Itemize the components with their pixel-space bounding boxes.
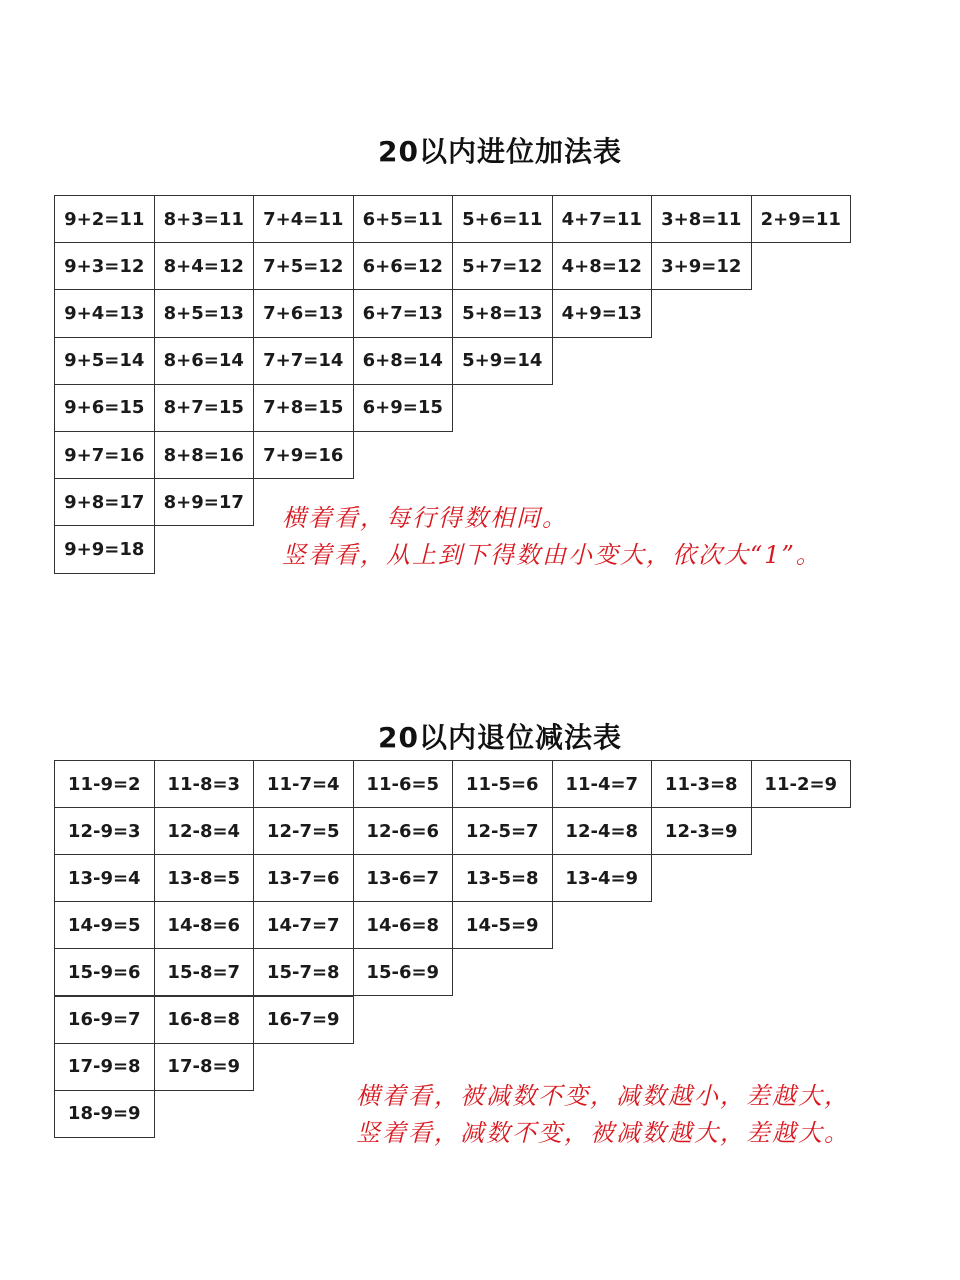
subtraction-equation-cell: 15-8=7 (154, 948, 255, 996)
addition-equation-cell: 6+6=12 (353, 242, 454, 290)
subtraction-equation-cell: 14-6=8 (353, 901, 454, 949)
subtraction-equation-cell: 12-4=8 (552, 807, 653, 855)
addition-equation-cell: 6+5=11 (353, 195, 454, 243)
addition-equation-cell: 7+5=12 (253, 242, 354, 290)
subtraction-note-line-1: 横着看，被减数不变，减数越小，差越大， (356, 1082, 850, 1110)
addition-equation-cell: 9+7=16 (54, 431, 155, 479)
addition-equation-cell: 3+9=12 (651, 242, 752, 290)
subtraction-equation-cell: 11-7=4 (253, 760, 354, 808)
subtraction-equation-cell: 14-9=5 (54, 901, 155, 949)
addition-equation-cell: 2+9=11 (751, 195, 852, 243)
subtraction-note (356, 1078, 850, 1152)
subtraction-equation-cell: 17-8=9 (154, 1043, 255, 1091)
addition-equation-cell: 7+4=11 (253, 195, 354, 243)
addition-equation-cell: 6+8=14 (353, 337, 454, 385)
subtraction-equation-cell: 13-8=5 (154, 854, 255, 902)
addition-equation-cell: 8+8=16 (154, 431, 255, 479)
subtraction-equation-cell: 12-7=5 (253, 807, 354, 855)
subtraction-note-line-2: 竖着看，减数不变，被减数越大，差越大。 (356, 1119, 850, 1147)
addition-equation-cell: 7+7=14 (253, 337, 354, 385)
addition-equation-cell: 4+8=12 (552, 242, 653, 290)
addition-equation-cell: 8+9=17 (154, 478, 255, 526)
addition-equation-cell: 3+8=11 (651, 195, 752, 243)
subtraction-equation-cell: 11-3=8 (651, 760, 752, 808)
addition-equation-cell: 5+8=13 (452, 289, 553, 337)
addition-equation-cell: 9+8=17 (54, 478, 155, 526)
subtraction-equation-cell: 11-2=9 (751, 760, 852, 808)
subtraction-equation-cell: 11-4=7 (552, 760, 653, 808)
addition-equation-cell: 9+3=12 (54, 242, 155, 290)
addition-equation-cell: 4+9=13 (552, 289, 653, 337)
addition-equation-cell: 6+9=15 (353, 384, 454, 432)
subtraction-equation-cell: 12-5=7 (452, 807, 553, 855)
subtraction-equation-cell: 11-5=6 (452, 760, 553, 808)
subtraction-equation-cell: 11-6=5 (353, 760, 454, 808)
subtraction-equation-cell: 14-5=9 (452, 901, 553, 949)
addition-table-title: 20以内进位加法表 (378, 135, 622, 168)
subtraction-equation-cell: 15-9=6 (54, 948, 155, 996)
addition-equation-cell: 9+2=11 (54, 195, 155, 243)
subtraction-equation-cell: 13-9=4 (54, 854, 155, 902)
subtraction-equation-cell: 11-9=2 (54, 760, 155, 808)
subtraction-equation-cell: 14-8=6 (154, 901, 255, 949)
subtraction-equation-cell: 11-8=3 (154, 760, 255, 808)
addition-equation-cell: 8+7=15 (154, 384, 255, 432)
addition-equation-cell: 9+5=14 (54, 337, 155, 385)
subtraction-equation-cell: 15-7=8 (253, 948, 354, 996)
subtraction-equation-cell: 12-9=3 (54, 807, 155, 855)
subtraction-equation-cell: 17-9=8 (54, 1043, 155, 1091)
addition-equation-cell: 9+6=15 (54, 384, 155, 432)
addition-equation-cell: 7+9=16 (253, 431, 354, 479)
addition-note (282, 500, 822, 574)
addition-equation-cell: 8+6=14 (154, 337, 255, 385)
subtraction-table-title: 20以内退位减法表 (378, 721, 622, 754)
subtraction-equation-cell: 14-7=7 (253, 901, 354, 949)
addition-equation-cell: 9+9=18 (54, 525, 155, 573)
subtraction-equation-cell: 13-5=8 (452, 854, 553, 902)
subtraction-equation-cell: 16-7=9 (253, 996, 354, 1044)
subtraction-equation-cell: 13-6=7 (353, 854, 454, 902)
addition-equation-cell: 5+9=14 (452, 337, 553, 385)
subtraction-equation-cell: 15-6=9 (353, 948, 454, 996)
addition-equation-cell: 5+7=12 (452, 242, 553, 290)
subtraction-equation-cell: 13-7=6 (253, 854, 354, 902)
addition-equation-cell: 6+7=13 (353, 289, 454, 337)
addition-equation-cell: 9+4=13 (54, 289, 155, 337)
addition-equation-cell: 4+7=11 (552, 195, 653, 243)
subtraction-equation-cell: 13-4=9 (552, 854, 653, 902)
subtraction-equation-cell: 16-8=8 (154, 996, 255, 1044)
addition-equation-cell: 5+6=11 (452, 195, 553, 243)
addition-equation-cell: 7+6=13 (253, 289, 354, 337)
addition-equation-cell: 8+4=12 (154, 242, 255, 290)
subtraction-equation-cell: 18-9=9 (54, 1090, 155, 1138)
addition-equation-cell: 7+8=15 (253, 384, 354, 432)
subtraction-equation-cell: 16-9=7 (54, 996, 155, 1044)
subtraction-equation-cell: 12-6=6 (353, 807, 454, 855)
addition-note-line-2: 竖着看，从上到下得数由小变大，依次大“1”。 (282, 541, 822, 569)
addition-note-line-1: 横着看，每行得数相同。 (282, 504, 568, 532)
subtraction-equation-cell: 12-3=9 (651, 807, 752, 855)
addition-equation-cell: 8+3=11 (154, 195, 255, 243)
subtraction-equation-cell: 12-8=4 (154, 807, 255, 855)
addition-equation-cell: 8+5=13 (154, 289, 255, 337)
